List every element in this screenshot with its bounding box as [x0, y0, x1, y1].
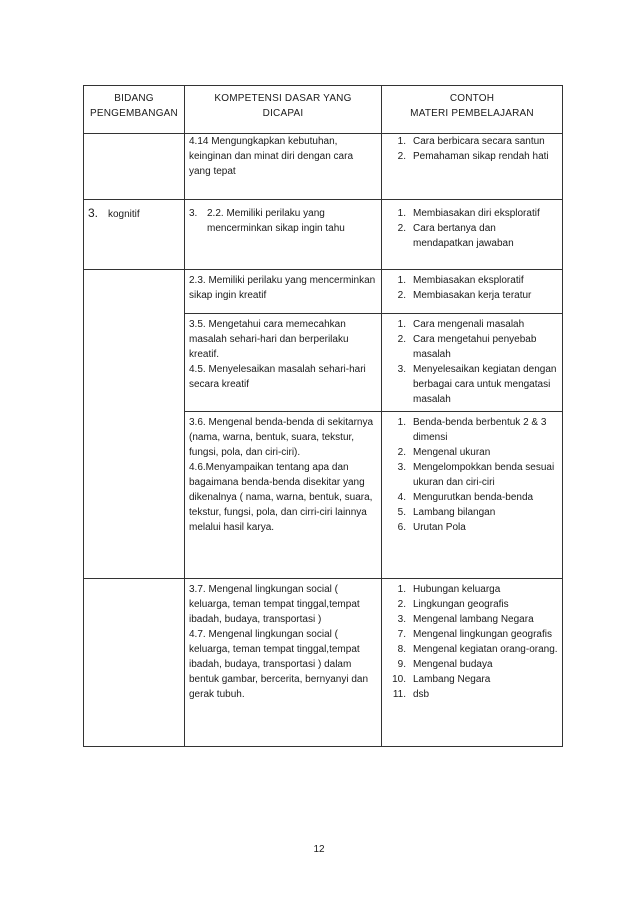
list-item: 1. Hubungan keluarga: [397, 584, 501, 595]
list-item: 4. Mengurutkan benda-benda: [397, 492, 534, 503]
header-contoh: CONTOH MATERI PEMBELAJARAN: [382, 86, 563, 134]
list-item: 1. Cara mengenali masalah: [397, 319, 525, 330]
list-item: 8. Mengenal kegiatan orang-orang.: [397, 644, 558, 655]
list-item: 2. Membiasakan kerja teratur: [397, 290, 532, 301]
kompetensi-cell: 3.6. Mengenal benda-benda di sekitarnya (nama, warna, bentuk, suara, tekstur, fungsi, pola, dan ciri-ciri). 4.6.Menyampaikan tentang apa dan bagaimana benda-benda disekitar yang dikenalnya ( nama, warna, bentuk, suara, tekstur, fungsi, pola, dan cirri-ciri lainnya melalui hasil karya.: [185, 412, 382, 579]
list-item: 2. Cara mengetahui penyebab masalah: [397, 334, 537, 360]
header-bidang: BIDANG PENGEMBANGAN: [84, 86, 185, 134]
table-header-row: [84, 86, 563, 134]
contoh-cell: [382, 200, 563, 270]
bidang-label: kognitif: [108, 209, 140, 220]
header-kompetensi: KOMPETENSI DASAR YANG DICAPAI: [185, 86, 382, 134]
list-item: 1. Membiasakan eksploratif: [397, 275, 524, 286]
list-item: 6. Urutan Pola: [397, 522, 466, 533]
kompetensi-cell: 3.5. Mengetahui cara memecahkan masalah sehari-hari dan berperilaku kreatif. 4.5. Menyelesaikan masalah sehari-hari secara kreatif: [185, 314, 382, 412]
list-item: 3. Menyelesaikan kegiatan dengan berbagai cara untuk mengatasi masalah: [397, 364, 557, 405]
bidang-number: 3.: [88, 206, 99, 220]
list-item: 1. Cara berbicara secara santun: [397, 136, 545, 147]
list-item: 2. Mengenal ukuran: [397, 447, 491, 458]
list-item: 11. dsb: [392, 689, 430, 700]
list-item: 7. Mengenal lingkungan geografis: [397, 629, 552, 640]
kompetensi-cell: 3.7. Mengenal lingkungan social ( keluarga, teman tempat tinggal,tempat ibadah, budaya, transportasi ) 4.7. Mengenal lingkungan social ( keluarga, teman tempat tinggal,tempat ibadah, budaya, transportasi ) dalam bentuk gambar, bercerita, bernyanyi dan gerak tubuh.: [185, 579, 382, 747]
bidang-cell: [84, 579, 185, 747]
list-item: 3. Mengelompokkan benda sesuai ukuran dan ciri-ciri: [397, 462, 555, 488]
kompetensi-cell: 3. 2.2. Memiliki perilaku yang mencerminkan sikap ingin tahu: [185, 200, 382, 270]
table-row: [84, 200, 563, 270]
list-item: 5. Lambang bilangan: [397, 507, 496, 518]
list-item: 1. Membiasakan diri eksploratif: [397, 208, 540, 219]
contoh-cell: [382, 579, 563, 747]
contoh-cell: [382, 134, 563, 200]
page-number: 12: [313, 844, 325, 855]
list-item: 2. Pemahaman sikap rendah hati: [397, 151, 549, 162]
table-row: [84, 134, 563, 200]
contoh-cell: [382, 270, 563, 314]
table-row: [84, 579, 563, 747]
list-item: 2. Lingkungan geografis: [397, 599, 509, 610]
table-row: [84, 270, 563, 314]
bidang-cell: [84, 270, 185, 579]
bidang-cell: [84, 200, 185, 270]
list-item: 10. Lambang Negara: [392, 674, 491, 685]
list-item: 9. Mengenal budaya: [397, 659, 493, 670]
contoh-cell: [382, 314, 563, 412]
list-item: 3. Mengenal lambang Negara: [397, 614, 534, 625]
kompetensi-cell: 4.14 Mengungkapkan kebutuhan, keinginan dan minat diri dengan cara yang tepat: [185, 134, 382, 200]
bidang-cell: [84, 134, 185, 200]
kompetensi-cell: 2.3. Memiliki perilaku yang mencerminkan sikap ingin kreatif: [185, 270, 382, 314]
curriculum-table: [83, 85, 563, 747]
list-item: 2. Cara bertanya dan mendapatkan jawaban: [397, 223, 514, 249]
list-item: 1. Benda-benda berbentuk 2 & 3 dimensi: [397, 417, 547, 443]
contoh-cell: [382, 412, 563, 579]
